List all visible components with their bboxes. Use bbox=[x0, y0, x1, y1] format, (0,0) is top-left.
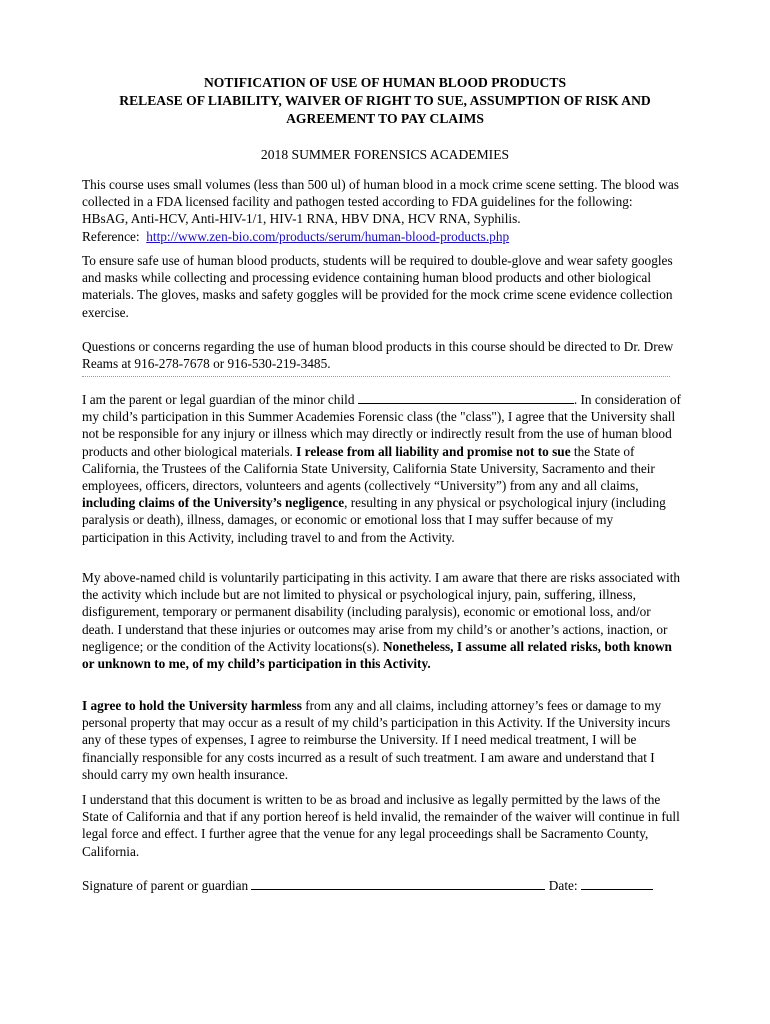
risk-text: My above-named child is voluntarily participating in this activity. I am aware that there are risks associated with the activity which include but are not limited to physical or psychological injury, pain, suffering, illness, disfigurement, temporary or permanent disability (including paralysis), economic or emotional loss, and/or death. I understand that these injuries or outcomes may arise from my child’s or another’s actions, inaction, or negligence; or the condition of the Activity locations(s). bbox=[82, 570, 681, 654]
guardian-text-4: , resulting in any physical or psychological injury (including paralysis or death), illness, damages, or economic or emotional loss that I may suffer because of my participation in this Activity, including travel to and from the Activity. bbox=[82, 495, 666, 545]
safety-paragraph: To ensure safe use of human blood products, students will be required to double-glove and wear safety googles and masks while collecting and processing evidence containing human blood products and other biological materials. The gloves, masks and safety goggles will be provided for the mock crime scene evidence collection exercise. bbox=[82, 253, 673, 320]
signature-blank[interactable] bbox=[251, 877, 545, 890]
child-name-blank[interactable] bbox=[358, 391, 574, 404]
signature-label: Signature of parent or guardian bbox=[82, 878, 252, 893]
harmless-paragraph bbox=[82, 697, 682, 783]
reference-label: Reference: bbox=[82, 228, 140, 244]
risk-paragraph bbox=[82, 569, 682, 672]
signature-line bbox=[82, 877, 682, 894]
intro-text: This course uses small volumes (less than 500 ul) of human blood in a mock crime scene setting. The blood was collected in a FDA licensed facility and pathogen tested according to FDA guidelines for the following: HBsAG, Anti-HCV, Anti-HIV-1/1, HIV-1 RNA, HBV DNA, HCV RNA, Syphilis. bbox=[82, 177, 679, 227]
law-paragraph: I understand that this document is written to be as broad and inclusive as legally permitted by the laws of the State of California and that if any portion hereof is held invalid, the remainder of the waiver will continue in full legal force and effect. I further agree that the venue for any legal proceedings shall be Sacramento County, California. bbox=[82, 792, 680, 859]
guardian-paragraph bbox=[82, 391, 682, 546]
harmless-text: from any and all claims, including attorney’s fees or damage to my personal property that may occur as a result of my child’s participation in this Activity. If the University incurs any of these types of expenses, I agree to reimburse the University. If I need medical treatment, I will be financially responsible for any costs incurred as a result of such treatment. I am aware and understand that I should carry my own health insurance. bbox=[82, 698, 671, 782]
date-blank[interactable] bbox=[581, 877, 653, 890]
risk-assumption-bold: Nonetheless, I assume all related risks, both known or unknown to me, of my child’s participation in this Activity. bbox=[82, 638, 672, 672]
reference-link[interactable]: http://www.zen-bio.com/products/serum/human-blood-products.php bbox=[146, 228, 510, 244]
title-line-1: NOTIFICATION OF USE OF HUMAN BLOOD PRODUCTS bbox=[203, 75, 567, 90]
document-subtitle: 2018 SUMMER FORENSICS ACADEMIES bbox=[260, 147, 510, 162]
harmless-bold: I agree to hold the University harmless bbox=[82, 698, 302, 713]
guardian-text-1: I am the parent or legal guardian of the minor child bbox=[82, 392, 358, 407]
title-line-3: AGREEMENT TO PAY CLAIMS bbox=[286, 111, 484, 126]
intro-paragraph bbox=[82, 176, 682, 245]
questions-paragraph: Questions or concerns regarding the use of human blood products in this course should be directed to Dr. Drew Reams at 916-278-7678 or 916-530-219-3485. bbox=[82, 339, 674, 372]
title-line-2: RELEASE OF LIABILITY, WAIVER OF RIGHT TO SUE, ASSUMPTION OF RISK AND bbox=[119, 93, 651, 108]
document-title bbox=[80, 74, 690, 128]
section-divider bbox=[82, 376, 670, 377]
guardian-text-3: the State of California, the Trustees of the California State University, California State University, Sacramento and their employees, officers, directors, volunteers and agents (collectively “University”) from any and all claims, bbox=[82, 443, 655, 494]
guardian-text-2: . In consideration of my child’s participation in this Summer Academies Forensic class (the "class"), I agree that the University shall not be responsible for any injury or illness which may directly or indirectly result from the use of human blood products and other biological materials. bbox=[82, 392, 681, 459]
guardian-release-bold: I release from all liability and promise not to sue bbox=[296, 443, 571, 459]
guardian-negligence-bold: including claims of the University’s negligence bbox=[82, 495, 345, 511]
date-label: Date: bbox=[545, 878, 581, 893]
